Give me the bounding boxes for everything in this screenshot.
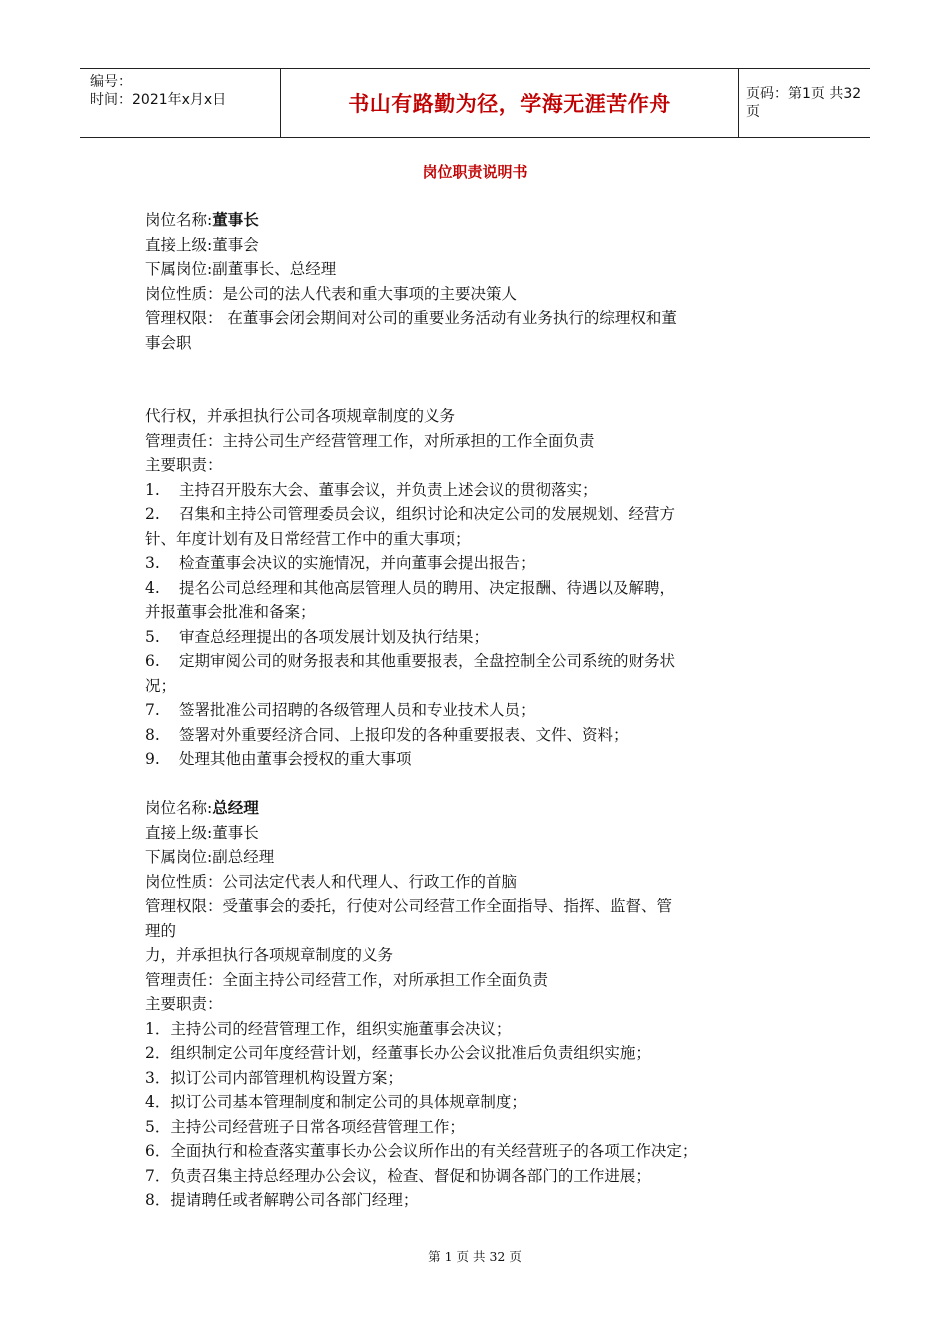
duty-item: 3．拟订公司内部管理机构设置方案；: [145, 1068, 403, 1087]
duty-item-cont: 针、年度计划有及日常经营工作中的重大事项；: [145, 529, 471, 548]
section-chairman: [145, 208, 815, 772]
duty-item: 5. 审查总经理提出的各项发展计划及执行结果；: [145, 627, 490, 646]
position-name-value: 总经理: [212, 799, 259, 817]
header-motto-cell: [280, 69, 739, 137]
duty-item: 7. 签署批准公司招聘的各级管理人员和专业技术人员；: [145, 701, 536, 719]
duty-item: 1．主持公司的经营管理工作，组织实施董事会决议；: [145, 1019, 512, 1038]
duty-item: 3. 检查董事会决议的实施情况，并向董事会提出报告；: [145, 554, 536, 572]
main-duties-label: 主要职责：: [145, 995, 223, 1013]
position-nature: 岗位性质：公司法定代表人和代理人、行政工作的首脑: [145, 872, 518, 891]
spacer: [145, 772, 815, 797]
section-general-manager: [145, 796, 815, 1213]
position-name-label: 岗位名称:: [145, 211, 213, 229]
duty-item: 6. 定期审阅公司的财务报表和其他重要报表，全盘控制全公司系统的财务状: [145, 652, 676, 670]
position-name-label: 岗位名称:: [145, 799, 213, 817]
duty-item-cont: 况；: [145, 676, 177, 695]
position-name-line: [145, 796, 815, 821]
management-authority-cont: 事会职: [145, 333, 192, 352]
duty-item: 4．拟订公司基本管理制度和制定公司的具体规章制度；: [145, 1093, 527, 1111]
subordinate-positions: 下属岗位:副董事长、总经理: [145, 260, 337, 278]
management-authority-cont: 代行权，并承担执行公司各项规章制度的义务: [145, 407, 456, 425]
duty-item: 5．主持公司经营班子日常各项经营管理工作；: [145, 1117, 465, 1136]
duty-item: 2. 召集和主持公司管理委员会议，组织讨论和决定公司的发展规划、经营方: [145, 505, 676, 523]
duty-item: 2．组织制定公司年度经营计划，经董事长办公会议批准后负责组织实施；: [145, 1044, 651, 1062]
doc-date-label: 时间：2021年x月x日: [90, 92, 227, 108]
position-name-value: 董事长: [212, 211, 259, 229]
header-page-info: 页码：第1页 共32页: [746, 86, 862, 120]
spacer: [145, 355, 815, 404]
duty-item: 4. 提名公司总经理和其他高层管理人员的聘用、决定报酬、待遇以及解聘，: [145, 578, 676, 597]
direct-superior: 直接上级:董事长: [145, 823, 259, 842]
direct-superior: 直接上级:董事会: [145, 235, 259, 254]
management-authority-cont: 力，并承担执行各项规章制度的义务: [145, 946, 394, 964]
management-authority: 管理权限：受董事会的委托，行使对公司经营工作全面指导、指挥、监督、管: [145, 897, 673, 915]
management-responsibility: 管理责任：全面主持公司经营工作，对所承担工作全面负责: [145, 970, 549, 989]
duty-item: 8. 签署对外重要经济合同、上报印发的各种重要报表、文件、资料；: [145, 725, 629, 744]
duty-item: 7．负责召集主持总经理办公会议，检查、督促和协调各部门的工作进展；: [145, 1166, 651, 1185]
management-authority-cont: 理的: [145, 921, 177, 940]
duty-item: 6．全面执行和检查落实董事长办公会议所作出的有关经营班子的各项工作决定；: [145, 1142, 698, 1160]
duty-item: 9. 处理其他由董事会授权的重大事项: [145, 750, 412, 768]
position-name-line: [145, 208, 815, 233]
page-header: [80, 68, 870, 138]
main-duties-label: 主要职责：: [145, 456, 223, 474]
document-body: [145, 208, 815, 1213]
document-title: 岗位职责说明书: [422, 163, 528, 181]
management-authority: 管理权限： 在董事会闭会期间对公司的重要业务活动有业务执行的综理权和董: [145, 309, 677, 327]
duty-item-cont: 并报董事会批准和备案；: [145, 603, 316, 621]
header-meta-cell: [80, 69, 280, 137]
header-motto: 书山有路勤为径，学海无涯苦作舟: [348, 92, 671, 116]
duty-item: 8．提请聘任或者解聘公司各部门经理；: [145, 1191, 419, 1209]
header-page-cell: [738, 69, 870, 137]
duty-item: 1. 主持召开股东大会、董事会议，并负责上述会议的贯彻落实；: [145, 480, 598, 499]
position-nature: 岗位性质：是公司的法人代表和重大事项的主要决策人: [145, 284, 518, 303]
management-responsibility: 管理责任：主持公司生产经营管理工作，对所承担的工作全面负责: [145, 431, 595, 450]
subordinate-positions: 下属岗位:副总经理: [145, 848, 275, 866]
doc-code-label: 编号：: [90, 74, 132, 90]
page-footer: 第 1 页 共 32 页: [428, 1249, 522, 1264]
